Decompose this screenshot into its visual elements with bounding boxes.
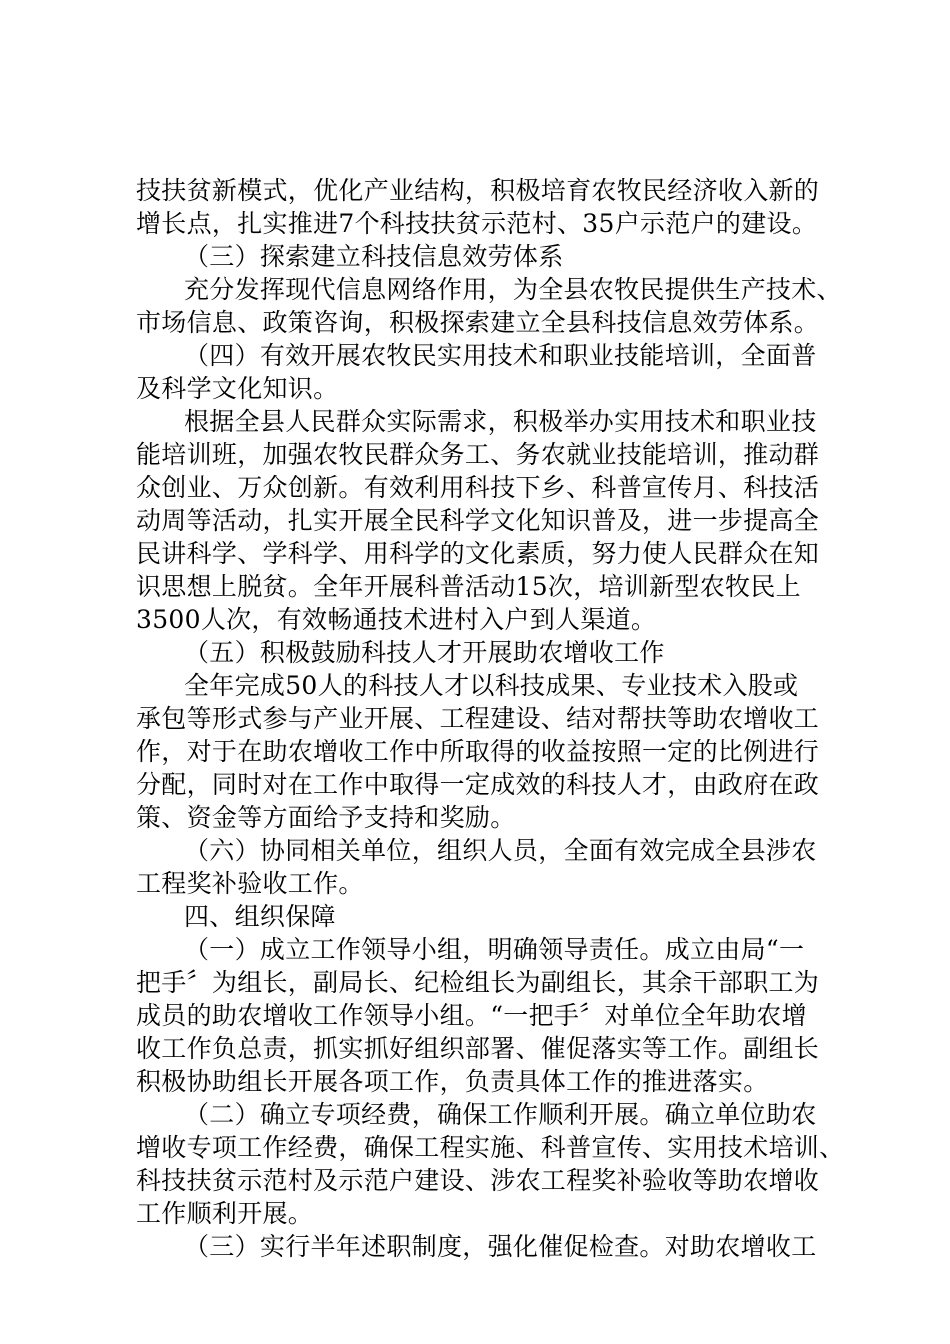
text-line: 增收专项工作经费，确保工程实施、科普宣传、实用技术培训、 — [136, 1133, 845, 1162]
text-line: （三）实行半年述职制度，强化催促检查。对助农增收工 — [184, 1232, 817, 1261]
text-line: 工程奖补验收工作。 — [136, 869, 364, 898]
text-line: 承包等形式参与产业开展、工程建设、结对帮扶等助农增收工 — [136, 704, 820, 733]
text-line: 市场信息、政策咨询，积极探索建立全县科技信息效劳体系。 — [136, 308, 820, 337]
text-line: 作，对于在助农增收工作中所取得的收益按照一定的比例进行 — [136, 737, 820, 766]
text-line: 收工作负总责，抓实抓好组织部署、催促落实等工作。副组长 — [136, 1034, 820, 1063]
section-heading: 四、组织保障 — [184, 902, 336, 931]
text-line: （一）成立工作领导小组，明确领导责任。成立由局“一 — [184, 935, 805, 964]
section-heading: （四）有效开展农牧民实用技术和职业技能培训，全面普 — [184, 341, 817, 370]
text-line: 全年完成50人的科技人才以科技成果、专业技术入股或 — [184, 671, 799, 700]
text-line: 众创业、万众创新。有效利用科技下乡、科普宣传月、科技活 — [136, 473, 820, 502]
text-line: 充分发挥现代信息网络作用，为全县农牧民提供生产技术、 — [184, 275, 842, 304]
text-line: 能培训班，加强农牧民群众务工、务农就业技能培训，推动群 — [136, 440, 820, 469]
text-line: 及科学文化知识。 — [136, 374, 339, 403]
text-line: 分配，同时对在工作中取得一定成效的科技人才，由政府在政 — [136, 770, 820, 799]
text-line: 策、资金等方面给予支持和奖励。 — [136, 803, 516, 832]
text-line: 根据全县人民群众实际需求，积极举办实用技术和职业技 — [184, 407, 817, 436]
text-line: 工作顺利开展。 — [136, 1199, 314, 1228]
text-line: 民讲科学、学科学、用科学的文化素质，努力使人民群众在知 — [136, 539, 820, 568]
section-heading: （五）积极鼓励科技人才开展助农增收工作 — [184, 638, 665, 667]
section-heading: （六）协同相关单位，组织人员，全面有效完成全县涉农 — [184, 836, 817, 865]
text-line: 增长点，扎实推进7个科技扶贫示范村、35户示范户的建设。 — [136, 209, 818, 238]
text-line: 科技扶贫示范村及示范户建设、涉农工程奖补验收等助农增收 — [136, 1166, 820, 1195]
text-line: （二）确立专项经费，确保工作顺利开展。确立单位助农 — [184, 1100, 817, 1129]
text-line: 把手〞为组长，副局长、纪检组长为副组长，其余干部职工为 — [136, 968, 820, 997]
text-line: 动周等活动，扎实开展全民科学文化知识普及，进一步提高全 — [136, 506, 820, 535]
text-line: 3500人次，有效畅通技术进村入户到人渠道。 — [136, 605, 657, 634]
text-line: 技扶贫新模式，优化产业结构，积极培育农牧民经济收入新的 — [136, 176, 820, 205]
text-line: 识思想上脱贫。全年开展科普活动15次，培训新型农牧民上 — [136, 572, 801, 601]
section-heading: （三）探索建立科技信息效劳体系 — [184, 242, 564, 271]
text-line: 积极协助组长开展各项工作，负责具体工作的推进落实。 — [136, 1067, 769, 1096]
text-line: 成员的助农增收工作领导小组。“一把手〞对单位全年助农增 — [136, 1001, 807, 1030]
